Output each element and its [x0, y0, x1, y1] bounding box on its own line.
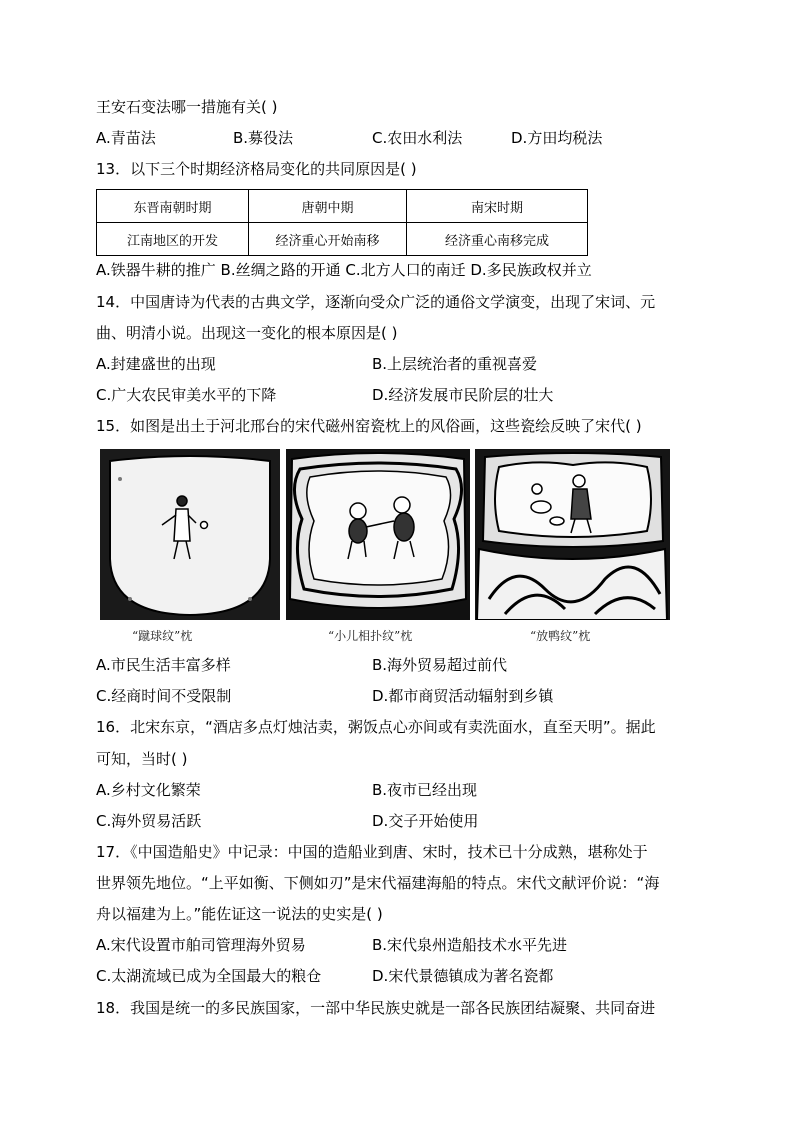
q16-option-b: B.夜市已经出现: [372, 781, 478, 799]
q14-option-a: A.封建盛世的出现: [96, 355, 216, 373]
question-16-stem-2: 可知，当时( ): [96, 750, 188, 768]
q17-option-d: D.宋代景德镇成为著名瓷都: [372, 967, 554, 985]
pillow-figure-wrestling: [286, 449, 470, 620]
q17-option-a: A.宋代设置市舶司管理海外贸易: [96, 936, 306, 954]
table-cell: 南宋时期: [407, 190, 588, 223]
table-cell: 经济重心南移完成: [407, 223, 588, 256]
q15-option-a: A.市民生活丰富多样: [96, 656, 231, 674]
question-15-stem: 15．如图是出土于河北邢台的宋代磁州窑瓷枕上的风俗画，这些瓷绘反映了宋代( ): [96, 417, 642, 435]
q12-option-b: B.募役法: [233, 129, 294, 147]
table-cell: 江南地区的开发: [97, 223, 249, 256]
q13-table: [96, 189, 588, 256]
q16-option-d: D.交子开始使用: [372, 812, 479, 830]
caption-wrestling: “小儿相扑纹”枕: [328, 629, 413, 643]
pillow-figure-kickball: [100, 449, 280, 620]
question-17-stem-1: 17．《中国造船史》中记录：中国的造船业到唐、宋时，技术已十分成熟，堪称处于: [96, 843, 648, 861]
question-14-stem-1: 14．中国唐诗为代表的古典文学，逐渐向受众广泛的通俗文学演变，出现了宋词、元: [96, 293, 656, 311]
q12-option-d: D.方田均税法: [511, 129, 603, 147]
table-cell: 经济重心开始南移: [249, 223, 407, 256]
question-13-stem: 13．以下三个时期经济格局变化的共同原因是( ): [96, 160, 417, 178]
q15-option-d: D.都市商贸活动辐射到乡镇: [372, 687, 554, 705]
question-17-stem-2: 世界领先地位。“上平如衡、下侧如刃”是宋代福建海船的特点。宋代文献评价说：“海: [96, 874, 660, 892]
q17-option-c: C.太湖流域已成为全国最大的粮仓: [96, 967, 322, 985]
q14-option-b: B.上层统治者的重视喜爱: [372, 355, 538, 373]
pillow-figure-ducks: [475, 449, 670, 620]
q15-option-c: C.经商时间不受限制: [96, 687, 232, 705]
question-17-stem-3: 舟以福建为上。”能佐证这一说法的史实是( ): [96, 905, 383, 923]
table-row: [97, 223, 588, 256]
question-16-stem-1: 16．北宋东京，“酒店多点灯烛沽卖，粥饭点心亦间或有卖洗面水，直至天明”。据此: [96, 718, 656, 736]
q14-option-d: D.经济发展市民阶层的壮大: [372, 386, 554, 404]
q12-option-c: C.农田水利法: [372, 129, 463, 147]
q16-option-a: A.乡村文化繁荣: [96, 781, 201, 799]
question-18-stem-1: 18．我国是统一的多民族国家，一部中华民族史就是一部各民族团结凝聚、共同奋进: [96, 999, 656, 1017]
table-cell: 唐朝中期: [249, 190, 407, 223]
question-12-stem-tail: 王安石变法哪一措施有关( ): [96, 98, 278, 116]
q17-option-b: B.宋代泉州造船技术水平先进: [372, 936, 568, 954]
q14-option-c: C.广大农民审美水平的下降: [96, 386, 277, 404]
table-cell: 东晋南朝时期: [97, 190, 249, 223]
q16-option-c: C.海外贸易活跃: [96, 812, 202, 830]
caption-kickball: “蹴球纹”枕: [132, 629, 193, 643]
table-row: [97, 190, 588, 223]
question-14-stem-2: 曲、明清小说。出现这一变化的根本原因是( ): [96, 324, 398, 342]
q12-option-a: A.青苗法: [96, 129, 156, 147]
q15-option-b: B.海外贸易超过前代: [372, 656, 508, 674]
caption-ducks: “放鸭纹”枕: [530, 629, 591, 643]
q13-options: A.铁器牛耕的推广 B.丝绸之路的开通 C.北方人口的南迁 D.多民族政权并立: [96, 261, 592, 279]
